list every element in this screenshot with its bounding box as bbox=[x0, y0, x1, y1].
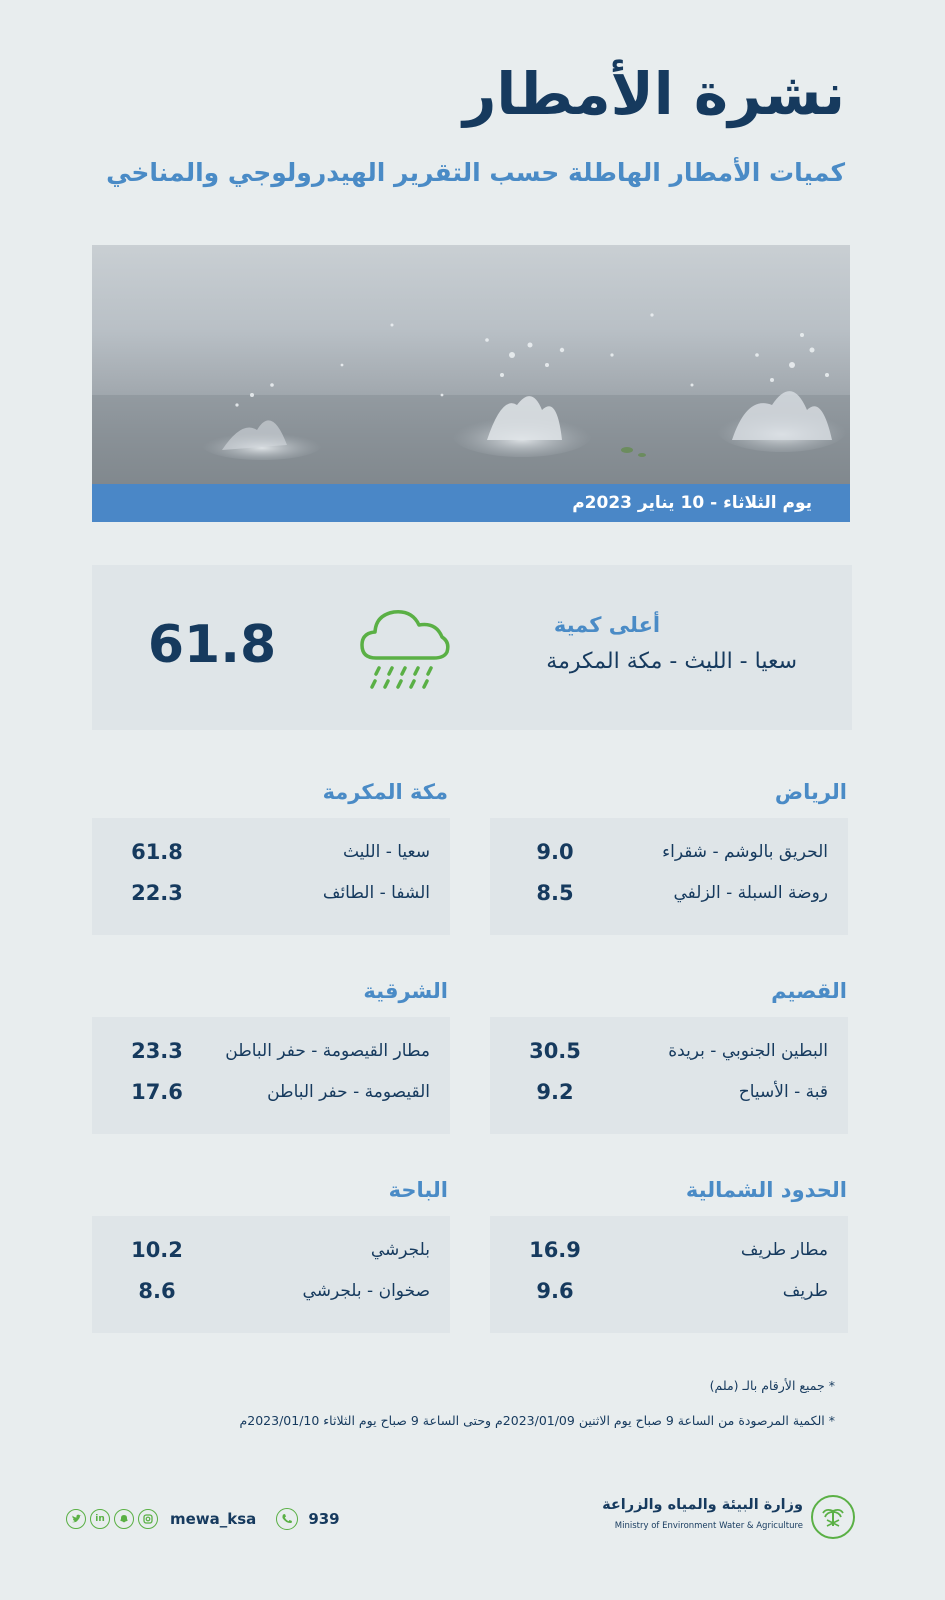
station-value: 61.8 bbox=[131, 840, 183, 864]
station-value: 16.9 bbox=[529, 1238, 581, 1262]
region-card-qassim bbox=[490, 1017, 848, 1134]
station-value: 9.0 bbox=[536, 840, 574, 864]
page-title: نشرة الأمطار bbox=[463, 60, 845, 128]
table-row bbox=[92, 883, 450, 917]
footer-contacts bbox=[66, 1506, 340, 1532]
station-value: 22.3 bbox=[131, 881, 183, 905]
max-place: سعيا - الليث - مكة المكرمة bbox=[546, 649, 797, 674]
linkedin-icon[interactable]: in bbox=[90, 1509, 110, 1529]
region-card-eastern bbox=[92, 1017, 450, 1134]
region-card-northern-borders bbox=[490, 1216, 848, 1333]
station-name: قبة - الأسياح bbox=[738, 1082, 828, 1102]
region-card-makkah bbox=[92, 818, 450, 935]
table-row bbox=[92, 842, 450, 876]
table-row bbox=[490, 1281, 848, 1315]
region-card-albaha bbox=[92, 1216, 450, 1333]
page-subtitle: كميات الأمطار الهاطلة حسب التقرير الهيدرولوجي والمناخي bbox=[106, 158, 845, 187]
station-name: بلجرشي bbox=[370, 1240, 430, 1260]
ministry-name-en: Ministry of Environment Water & Agriculture bbox=[614, 1521, 803, 1531]
ministry-logo bbox=[602, 1495, 855, 1541]
station-value: 23.3 bbox=[131, 1039, 183, 1063]
station-value: 17.6 bbox=[131, 1080, 183, 1104]
max-value: 61.8 bbox=[147, 615, 277, 675]
phone-number[interactable]: 939 bbox=[308, 1510, 340, 1528]
rain-cloud-icon bbox=[354, 600, 454, 696]
station-value: 9.6 bbox=[536, 1279, 574, 1303]
station-name: مطار القيصومة - حفر الباطن bbox=[225, 1041, 430, 1061]
note-period: * الكمية المرصودة من الساعة 9 صباح يوم الاثنين 2023/01/09م وحتى الساعة 9 صباح يوم الثلاثاء 2023/01/10م bbox=[239, 1413, 835, 1428]
station-name: الحريق بالوشم - شقراء bbox=[662, 842, 828, 862]
hero-banner bbox=[92, 245, 850, 522]
table-row bbox=[92, 1281, 450, 1315]
region-title-northern-borders: الحدود الشمالية bbox=[685, 1178, 847, 1202]
region-title-qassim: القصيم bbox=[771, 979, 847, 1003]
max-label: أعلى كمية bbox=[553, 613, 661, 637]
station-name: البطين الجنوبي - بريدة bbox=[668, 1041, 828, 1061]
station-name: الشفا - الطائف bbox=[322, 883, 430, 903]
palm-emblem-icon bbox=[811, 1495, 855, 1539]
ministry-name-ar: وزارة البيئة والمياه والزراعة bbox=[602, 1497, 803, 1513]
station-name: طريف bbox=[782, 1281, 828, 1301]
region-card-riyadh bbox=[490, 818, 848, 935]
region-title-eastern: الشرقية bbox=[363, 979, 448, 1003]
station-value: 10.2 bbox=[131, 1238, 183, 1262]
note-units: * جميع الأرقام بالـ (ملم) bbox=[709, 1378, 835, 1393]
instagram-icon[interactable] bbox=[138, 1509, 158, 1529]
date-bar bbox=[92, 484, 850, 522]
table-row bbox=[490, 1240, 848, 1274]
table-row bbox=[490, 842, 848, 876]
region-title-makkah: مكة المكرمة bbox=[322, 780, 448, 804]
region-title-riyadh: الرياض bbox=[774, 780, 847, 804]
phone-icon bbox=[276, 1508, 298, 1530]
station-value: 8.6 bbox=[138, 1279, 176, 1303]
twitter-icon[interactable] bbox=[66, 1509, 86, 1529]
table-row bbox=[490, 1041, 848, 1075]
station-value: 9.2 bbox=[536, 1080, 574, 1104]
region-title-albaha: الباحة bbox=[388, 1178, 448, 1202]
station-name: مطار طريف bbox=[740, 1240, 828, 1260]
table-row bbox=[92, 1082, 450, 1116]
social-handle[interactable]: mewa_ksa bbox=[170, 1510, 257, 1528]
max-rainfall-card bbox=[92, 565, 852, 730]
station-name: روضة السبلة - الزلفي bbox=[673, 883, 828, 903]
snapchat-icon[interactable] bbox=[114, 1509, 134, 1529]
station-value: 8.5 bbox=[536, 881, 574, 905]
station-name: سعيا - الليث bbox=[342, 842, 430, 862]
table-row bbox=[490, 883, 848, 917]
rain-photo bbox=[92, 245, 850, 484]
table-row bbox=[92, 1240, 450, 1274]
table-row bbox=[92, 1041, 450, 1075]
date-label: يوم الثلاثاء - 10 يناير 2023م bbox=[572, 493, 812, 513]
station-name: القيصومة - حفر الباطن bbox=[267, 1082, 430, 1102]
station-name: صخوان - بلجرشي bbox=[302, 1281, 430, 1301]
table-row bbox=[490, 1082, 848, 1116]
station-value: 30.5 bbox=[529, 1039, 581, 1063]
